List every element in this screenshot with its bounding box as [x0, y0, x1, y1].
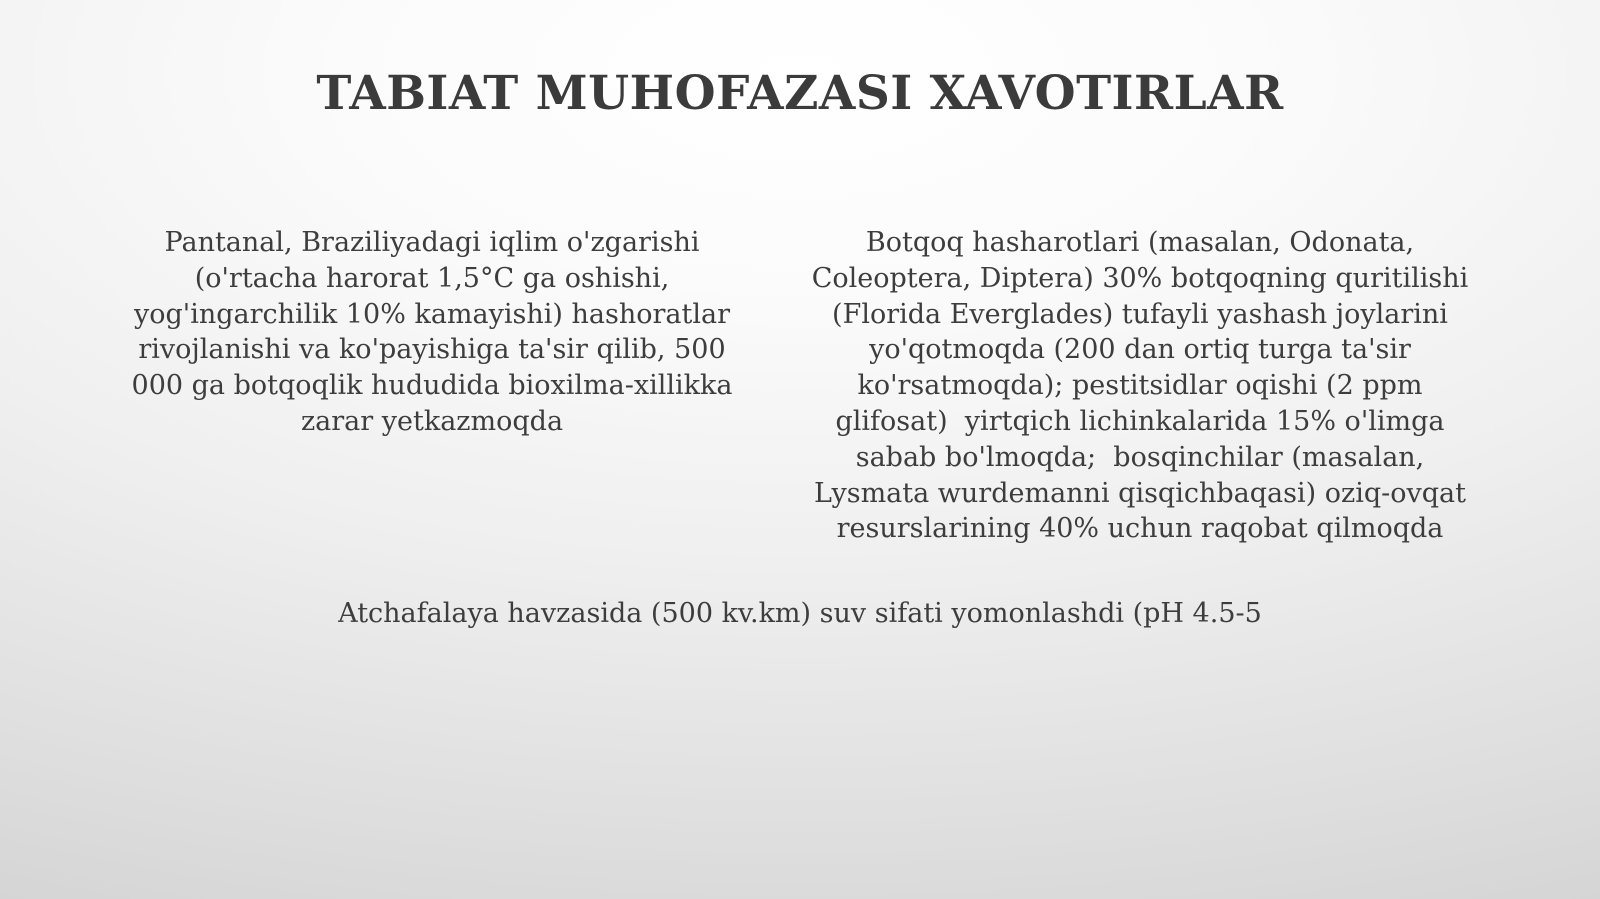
- right-text-line: Botqoq hasharotlari (masalan, Odonata,: [865, 227, 1415, 258]
- left-text-line: zarar yetkazmoqda: [300, 405, 564, 437]
- right-text-line: ko'rsatmoqda); pestitsidlar oqishi (2 ppm: [857, 370, 1423, 402]
- right-text-line: glifosat) yirtqich lichinkalarida 15% o'limga: [835, 405, 1445, 437]
- right-text-block: [790, 225, 1490, 547]
- left-text-line: Pantanal, Braziliyadagi iqlim o'zgarishi: [164, 227, 700, 258]
- right-text-line: sabab bo'lmoqda; bosqinchilar (masalan,: [855, 441, 1425, 473]
- right-text-line: resurslarining 40% uchun raqobat qilmoqda: [836, 513, 1444, 545]
- left-text-line: 000 ga botqoqlik hududida bioxilma-xillikka: [131, 370, 733, 402]
- left-text-line: rivojlanishi va ko'payishiga ta'sir qilib, 500: [138, 334, 726, 366]
- left-text-line: yog'ingarchilik 10% kamayishi) hashoratlar: [133, 298, 730, 330]
- left-text-line: (o'rtacha harorat 1,5°C ga oshishi,: [194, 262, 670, 294]
- slide-title: TABIAT MUHOFAZASI XAVOTIRLAR: [316, 66, 1284, 121]
- right-text-line: (Florida Everglades) tufayli yashash joylarini: [832, 298, 1448, 330]
- bottom-text: Atchafalaya havzasida (500 kv.km) suv sifati yomonlashdi (pH 4.5-5: [338, 598, 1262, 629]
- right-text-line: Coleoptera, Diptera) 30% botqoqning quritilishi: [811, 262, 1469, 294]
- right-text-line: yo'qotmoqda (200 dan ortiq turga ta'sir: [869, 334, 1411, 366]
- left-text-block: [112, 225, 752, 440]
- right-text-line: Lysmata wurdemanni qisqichbaqasi) oziq-ovqat: [814, 477, 1466, 509]
